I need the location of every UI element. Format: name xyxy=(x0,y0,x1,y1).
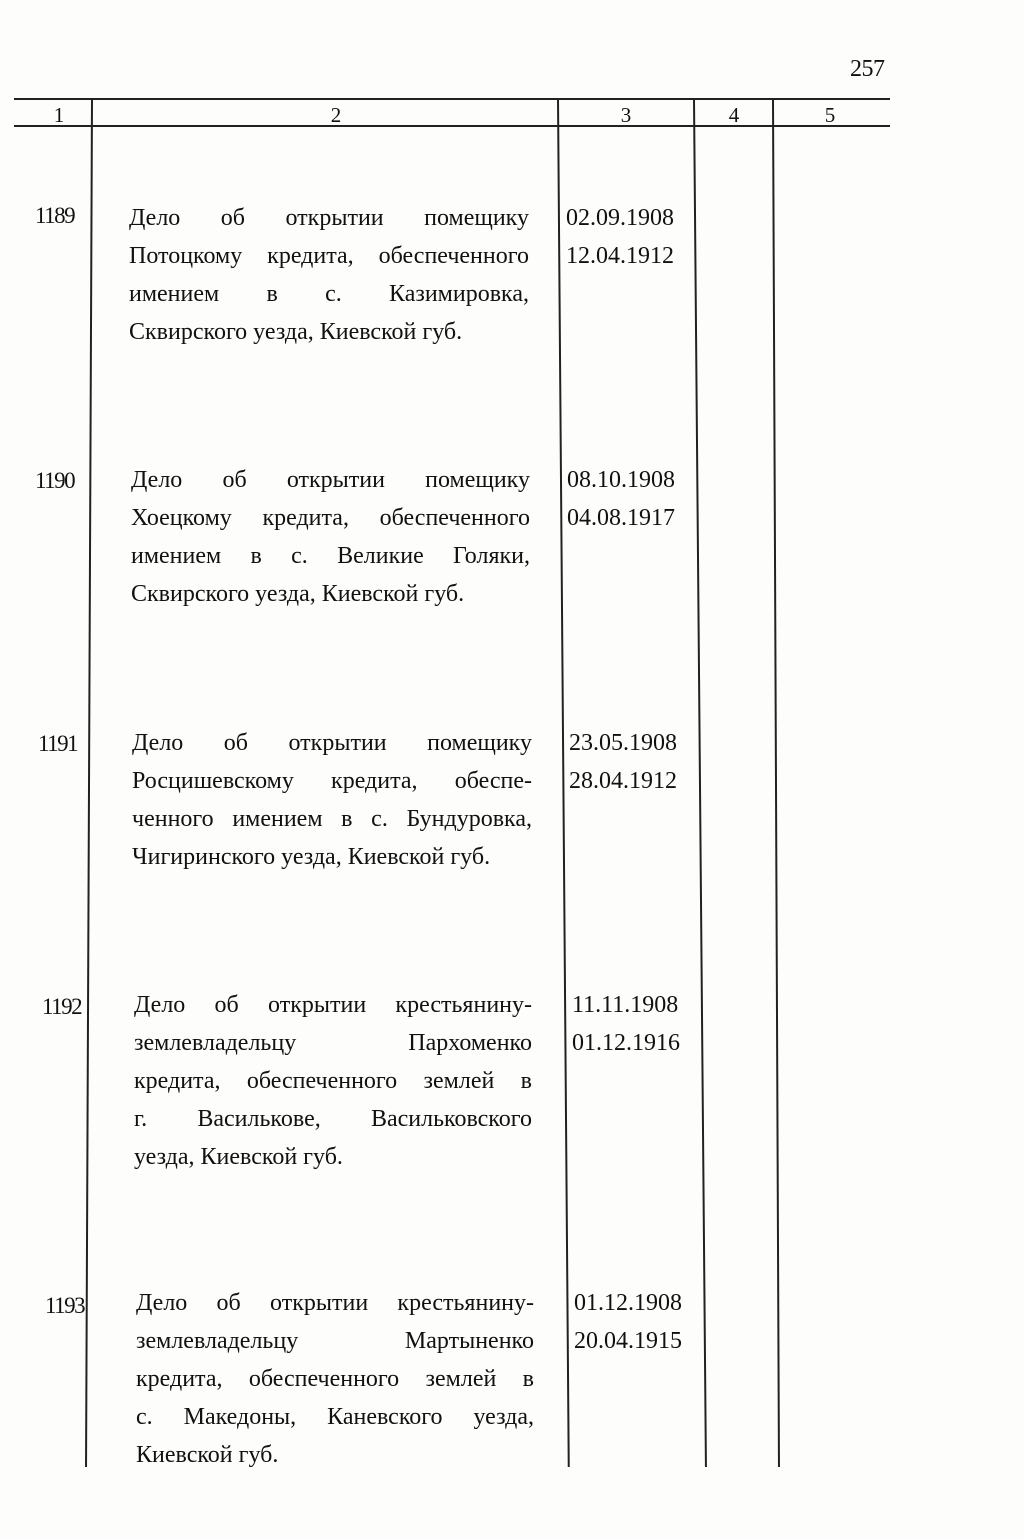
description-line: с. Македоны, Каневского уезда, xyxy=(136,1404,534,1430)
record-description xyxy=(129,199,529,351)
record-dates xyxy=(574,1284,682,1360)
description-line: кредита, обеспеченного землей в xyxy=(134,1068,532,1094)
date-end: 12.04.1912 xyxy=(566,243,674,269)
column-divider-3-4 xyxy=(693,99,707,1467)
column-divider-1-2 xyxy=(85,99,93,1467)
date-start: 01.12.1908 xyxy=(574,1290,682,1316)
date-start: 08.10.1908 xyxy=(567,467,675,493)
description-line: ченного имением в с. Бундуровка, xyxy=(132,806,532,832)
date-start: 02.09.1908 xyxy=(566,205,674,231)
date-start: 23.05.1908 xyxy=(569,730,677,756)
record-number: 1190 xyxy=(35,468,75,493)
description-line: уезда, Киевской губ. xyxy=(134,1144,343,1170)
column-header-5: 5 xyxy=(824,103,836,127)
description-line: Дело об открытии помещику xyxy=(132,730,532,756)
record-number: 1192 xyxy=(42,994,82,1019)
record-dates xyxy=(569,724,677,800)
date-end: 20.04.1915 xyxy=(574,1328,682,1354)
description-line: Киевской губ. xyxy=(136,1442,279,1468)
column-header-2: 2 xyxy=(330,103,342,127)
description-line: имением в с. Казимировка, xyxy=(129,281,529,307)
record-dates xyxy=(572,986,680,1062)
record-description xyxy=(134,986,532,1176)
record-dates xyxy=(567,461,675,537)
column-header-1: 1 xyxy=(53,103,65,127)
description-line: Хоецкому кредита, обеспеченного xyxy=(131,505,530,531)
date-end: 01.12.1916 xyxy=(572,1030,680,1056)
description-line: Дело об открытии крестьянину- xyxy=(134,992,532,1018)
description-line: кредита, обеспеченного землей в xyxy=(136,1366,534,1392)
column-header-3: 3 xyxy=(620,103,632,127)
record-description xyxy=(132,724,532,876)
record-number: 1193 xyxy=(45,1293,85,1318)
description-line: Росцишевскому кредита, обеспе- xyxy=(132,768,532,794)
description-line: Дело об открытии помещику xyxy=(131,467,530,493)
record-description xyxy=(136,1284,534,1474)
record-number: 1189 xyxy=(35,203,75,228)
description-line: Дело об открытии помещику xyxy=(129,205,529,231)
header-bottom-rule xyxy=(14,125,890,127)
column-header-4: 4 xyxy=(728,103,740,127)
date-end: 04.08.1917 xyxy=(567,505,675,531)
record-number: 1191 xyxy=(38,731,78,756)
description-line: Потоцкому кредита, обеспеченного xyxy=(129,243,529,269)
description-line: г. Василькове, Васильковского xyxy=(134,1106,532,1132)
date-start: 11.11.1908 xyxy=(572,992,679,1018)
description-line: Дело об открытии крестьянину- xyxy=(136,1290,534,1316)
date-end: 28.04.1912 xyxy=(569,768,677,794)
description-line: Сквирского уезда, Киевской губ. xyxy=(129,319,463,345)
record-dates xyxy=(566,199,674,275)
record-description xyxy=(131,461,530,613)
column-divider-4-5 xyxy=(772,99,780,1467)
description-line: имением в с. Великие Голяки, xyxy=(131,543,530,569)
column-divider-2-3 xyxy=(557,99,570,1467)
page-number: 257 xyxy=(850,56,885,82)
header-top-rule xyxy=(14,98,890,100)
description-line: землевладельцу Мартыненко xyxy=(136,1328,534,1354)
description-line: землевладельцу Пархоменко xyxy=(134,1030,532,1056)
description-line: Чигиринского уезда, Киевской губ. xyxy=(132,844,491,870)
description-line: Сквирского уезда, Киевской губ. xyxy=(131,581,465,607)
